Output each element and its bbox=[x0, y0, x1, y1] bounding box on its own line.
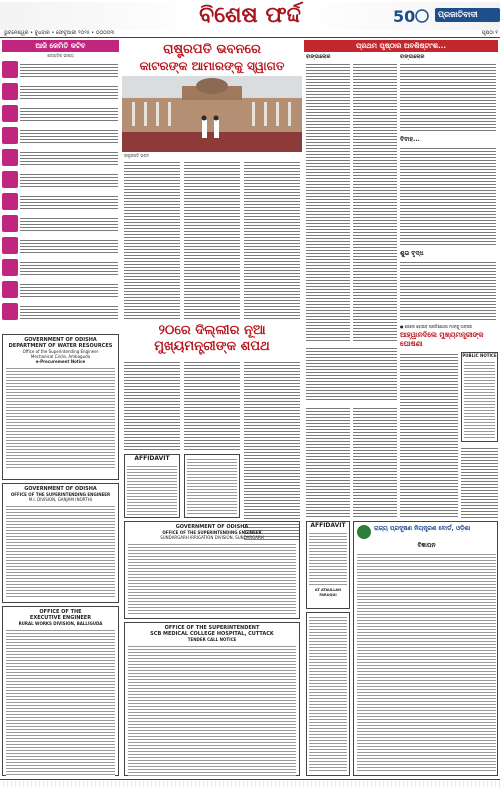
zodiac-row bbox=[2, 236, 119, 257]
ad-line: OFFICE OF THE SUPERINTENDING ENGINEER bbox=[10, 492, 111, 497]
ad-body bbox=[128, 542, 296, 616]
zodiac-row bbox=[2, 104, 119, 125]
zodiac-text bbox=[20, 216, 118, 233]
affidavit-ad bbox=[124, 454, 180, 518]
ad-body bbox=[128, 644, 296, 776]
zodiac-icon bbox=[2, 193, 18, 210]
affidavit-ad-2 bbox=[184, 454, 240, 518]
story-col bbox=[461, 446, 498, 518]
ad-line: OFFICE OF THE SUPERINTENDING ENGINEER bbox=[162, 530, 262, 535]
zodiac-text bbox=[20, 194, 118, 211]
story-head: ବିବାହ... bbox=[400, 136, 420, 143]
classified-ad bbox=[306, 612, 350, 776]
masthead-logo-text: ପ୍ରଜାତିବାଦୀ bbox=[435, 8, 500, 22]
horoscope-list bbox=[2, 60, 119, 332]
story-head: ଶୁଭ ବୃଦ୍ଧ bbox=[400, 250, 424, 257]
horoscope-header-text: ଆଜି କେମିତି କଟିବ bbox=[35, 42, 86, 50]
zodiac-row bbox=[2, 126, 119, 147]
ad-line: e-Procurement Notice bbox=[35, 359, 86, 364]
bottom-strip bbox=[0, 781, 500, 787]
odisha-board-ad bbox=[353, 521, 498, 776]
ad-line: OFFICE OF THE SUPERINTENDENT bbox=[164, 625, 260, 631]
zodiac-icon bbox=[2, 149, 18, 166]
lead-story-col-1 bbox=[124, 160, 180, 320]
ad-line: SCB MEDICAL COLLEGE HOSPITAL, CUTTACK bbox=[150, 631, 274, 637]
masthead bbox=[0, 0, 500, 38]
ad-line: DEPARTMENT OF WATER RESOURCES bbox=[8, 343, 113, 349]
svg-text:50: 50 bbox=[393, 7, 416, 26]
ad-body bbox=[309, 615, 347, 773]
ad-body bbox=[6, 504, 115, 598]
ad-body bbox=[309, 531, 347, 587]
delhi-headline-1: ୨୦ରେ ଦିଲ୍ଲୀର ନୂଆ bbox=[158, 323, 266, 338]
masthead-rule bbox=[0, 37, 500, 38]
ad-body bbox=[127, 464, 177, 516]
zodiac-row bbox=[2, 60, 119, 81]
zodiac-icon bbox=[2, 259, 18, 276]
zodiac-row bbox=[2, 82, 119, 103]
zodiac-text bbox=[20, 304, 118, 321]
masthead-dateline: ଭୁବନେଶ୍ୱର • ବୁଧବାର • ଫେବୃଆରୀ ୨୦୨୫ • ୦୦୦୦୩ bbox=[4, 30, 115, 36]
ad-line: EXECUTIVE ENGINEER bbox=[29, 615, 92, 621]
affidavit-ad-right bbox=[306, 521, 350, 609]
bottom-rule bbox=[0, 779, 500, 780]
story-col bbox=[353, 62, 397, 342]
lead-story-col-3 bbox=[244, 160, 300, 320]
masthead-title: ବିଶେଷ ଫର୍ଦ୍ଦ bbox=[199, 3, 301, 28]
gov-ad-sundargarh bbox=[124, 521, 300, 619]
zodiac-row bbox=[2, 148, 119, 169]
public-notice-title: PUBLIC NOTICE bbox=[462, 353, 497, 358]
board-title: ରାଜ୍ୟ ପ୍ରଦୂଷଣ ନିୟନ୍ତ୍ରଣ ବୋର୍ଡ, ଓଡ଼ିଶା bbox=[374, 525, 471, 532]
board-subtitle: ବିଜ୍ଞାପନ bbox=[417, 542, 436, 549]
story-head: ବାଙ୍ଗାଲୋର bbox=[400, 54, 425, 60]
zodiac-text bbox=[20, 84, 118, 101]
delhi-story-col-2 bbox=[184, 360, 240, 452]
right-headline: ଆହ୍ୱାନଦିଲେ ମୁଖ୍ୟମନ୍ତ୍ରୀଙ୍କ ଘୋଷଣା bbox=[400, 331, 484, 348]
zodiac-row bbox=[2, 192, 119, 213]
zodiac-icon bbox=[2, 281, 18, 298]
lead-headline-1: ରାଷ୍ଟ୍ରପତି ଭବନରେ bbox=[163, 42, 261, 57]
lead-photo bbox=[122, 76, 302, 152]
zodiac-text bbox=[20, 172, 118, 189]
ad-line: M.I. DIVISION, GANJAM (NORTH) bbox=[28, 497, 93, 502]
story-col bbox=[400, 146, 496, 246]
delhi-story-col-3 bbox=[244, 360, 300, 540]
horoscope-subtitle: ଜ୍ୟୋତିଷ ଭାଷ୍ୟ bbox=[47, 53, 74, 58]
board-logo-icon bbox=[357, 525, 371, 539]
ad-line: GOVERNMENT OF ODISHA bbox=[175, 524, 249, 530]
zodiac-icon bbox=[2, 237, 18, 254]
story-col bbox=[306, 406, 350, 518]
delhi-headline-2: ମୁଖ୍ୟମନ୍ତ୍ରୀଙ୍କ ଶପଥ bbox=[154, 339, 270, 354]
public-notice-ad bbox=[461, 352, 498, 442]
ad-body bbox=[6, 628, 115, 776]
ad-body bbox=[357, 552, 496, 772]
story-col bbox=[400, 260, 496, 320]
lead-story-col-2 bbox=[184, 160, 240, 320]
zodiac-icon bbox=[2, 215, 18, 232]
zodiac-text bbox=[20, 238, 118, 255]
horoscope-header bbox=[2, 40, 119, 52]
gov-ad-mi-division bbox=[2, 483, 119, 603]
ad-line: SUNDARGARH IRRIGATION DIVISION, SUNDARGARH bbox=[160, 535, 264, 540]
ad-line: Mechanical Circle, Ambaguda bbox=[30, 354, 91, 359]
lead-headline-2: କାଟରଙ୍କ ଆମାରଙ୍କୁ ସ୍ୱାଗତ bbox=[139, 59, 285, 73]
gov-ad-water-resources bbox=[2, 334, 119, 480]
masthead-logo-icon bbox=[392, 6, 432, 26]
zodiac-text bbox=[20, 260, 118, 277]
gov-ad-rural-works bbox=[2, 606, 119, 776]
story-col bbox=[306, 346, 397, 402]
affidavit-title: AFFIDAVIT bbox=[134, 455, 170, 462]
zodiac-text bbox=[20, 282, 118, 299]
zodiac-icon bbox=[2, 83, 18, 100]
zodiac-text bbox=[20, 62, 118, 79]
ad-body bbox=[187, 457, 237, 515]
ad-body bbox=[464, 360, 495, 440]
ad-line: RURAL WORKS DIVISION, BALLIGUDA bbox=[18, 621, 103, 626]
ad-line: GOVERNMENT OF ODISHA bbox=[24, 337, 97, 343]
story-col bbox=[400, 352, 458, 518]
story-col bbox=[400, 62, 496, 132]
zodiac-text bbox=[20, 106, 118, 123]
zodiac-row bbox=[2, 280, 119, 301]
zodiac-row bbox=[2, 302, 119, 323]
delhi-story-col-1 bbox=[124, 360, 180, 452]
continuation-banner-text: ପ୍ରଥମ ପୃଷ୍ଠାର ଅବଶିଷ୍ଟାଂଶ... bbox=[356, 42, 446, 50]
story-col bbox=[353, 406, 397, 518]
name-change-text: AT ATAULLAH FARUQUI bbox=[314, 588, 342, 597]
scb-tender-ad bbox=[124, 622, 300, 776]
zodiac-icon bbox=[2, 127, 18, 144]
zodiac-row bbox=[2, 258, 119, 279]
zodiac-row bbox=[2, 170, 119, 191]
story-col bbox=[306, 62, 350, 342]
zodiac-text bbox=[20, 150, 118, 167]
zodiac-icon bbox=[2, 303, 18, 320]
zodiac-row bbox=[2, 214, 119, 235]
masthead-page-no: ପୃଷ୍ଠା ୧ bbox=[481, 30, 498, 36]
continuation-banner bbox=[304, 40, 498, 52]
zodiac-icon bbox=[2, 61, 18, 78]
zodiac-icon bbox=[2, 105, 18, 122]
zodiac-text bbox=[20, 128, 118, 145]
lead-photo-caption: ରାଷ୍ଟ୍ରପତି ଭବନ bbox=[124, 153, 149, 158]
story-head: ବାଙ୍ଗାଲୋର bbox=[306, 54, 331, 60]
zodiac-icon bbox=[2, 171, 18, 188]
ad-line: OFFICE OF THE bbox=[39, 609, 82, 615]
affidavit-title: AFFIDAVIT bbox=[310, 522, 346, 529]
ad-line: TENDER CALL NOTICE bbox=[187, 637, 237, 642]
ad-line: GOVERNMENT OF ODISHA bbox=[24, 486, 97, 492]
right-kicker: ● ଜେଲେ ହୋଇବ ପ୍ରତିଯୋଗୀ ମାଙ୍କୁ ଅବସର bbox=[400, 324, 473, 329]
ad-body bbox=[6, 366, 115, 470]
ad-line: Office of the Superintending Engineer bbox=[22, 349, 99, 354]
